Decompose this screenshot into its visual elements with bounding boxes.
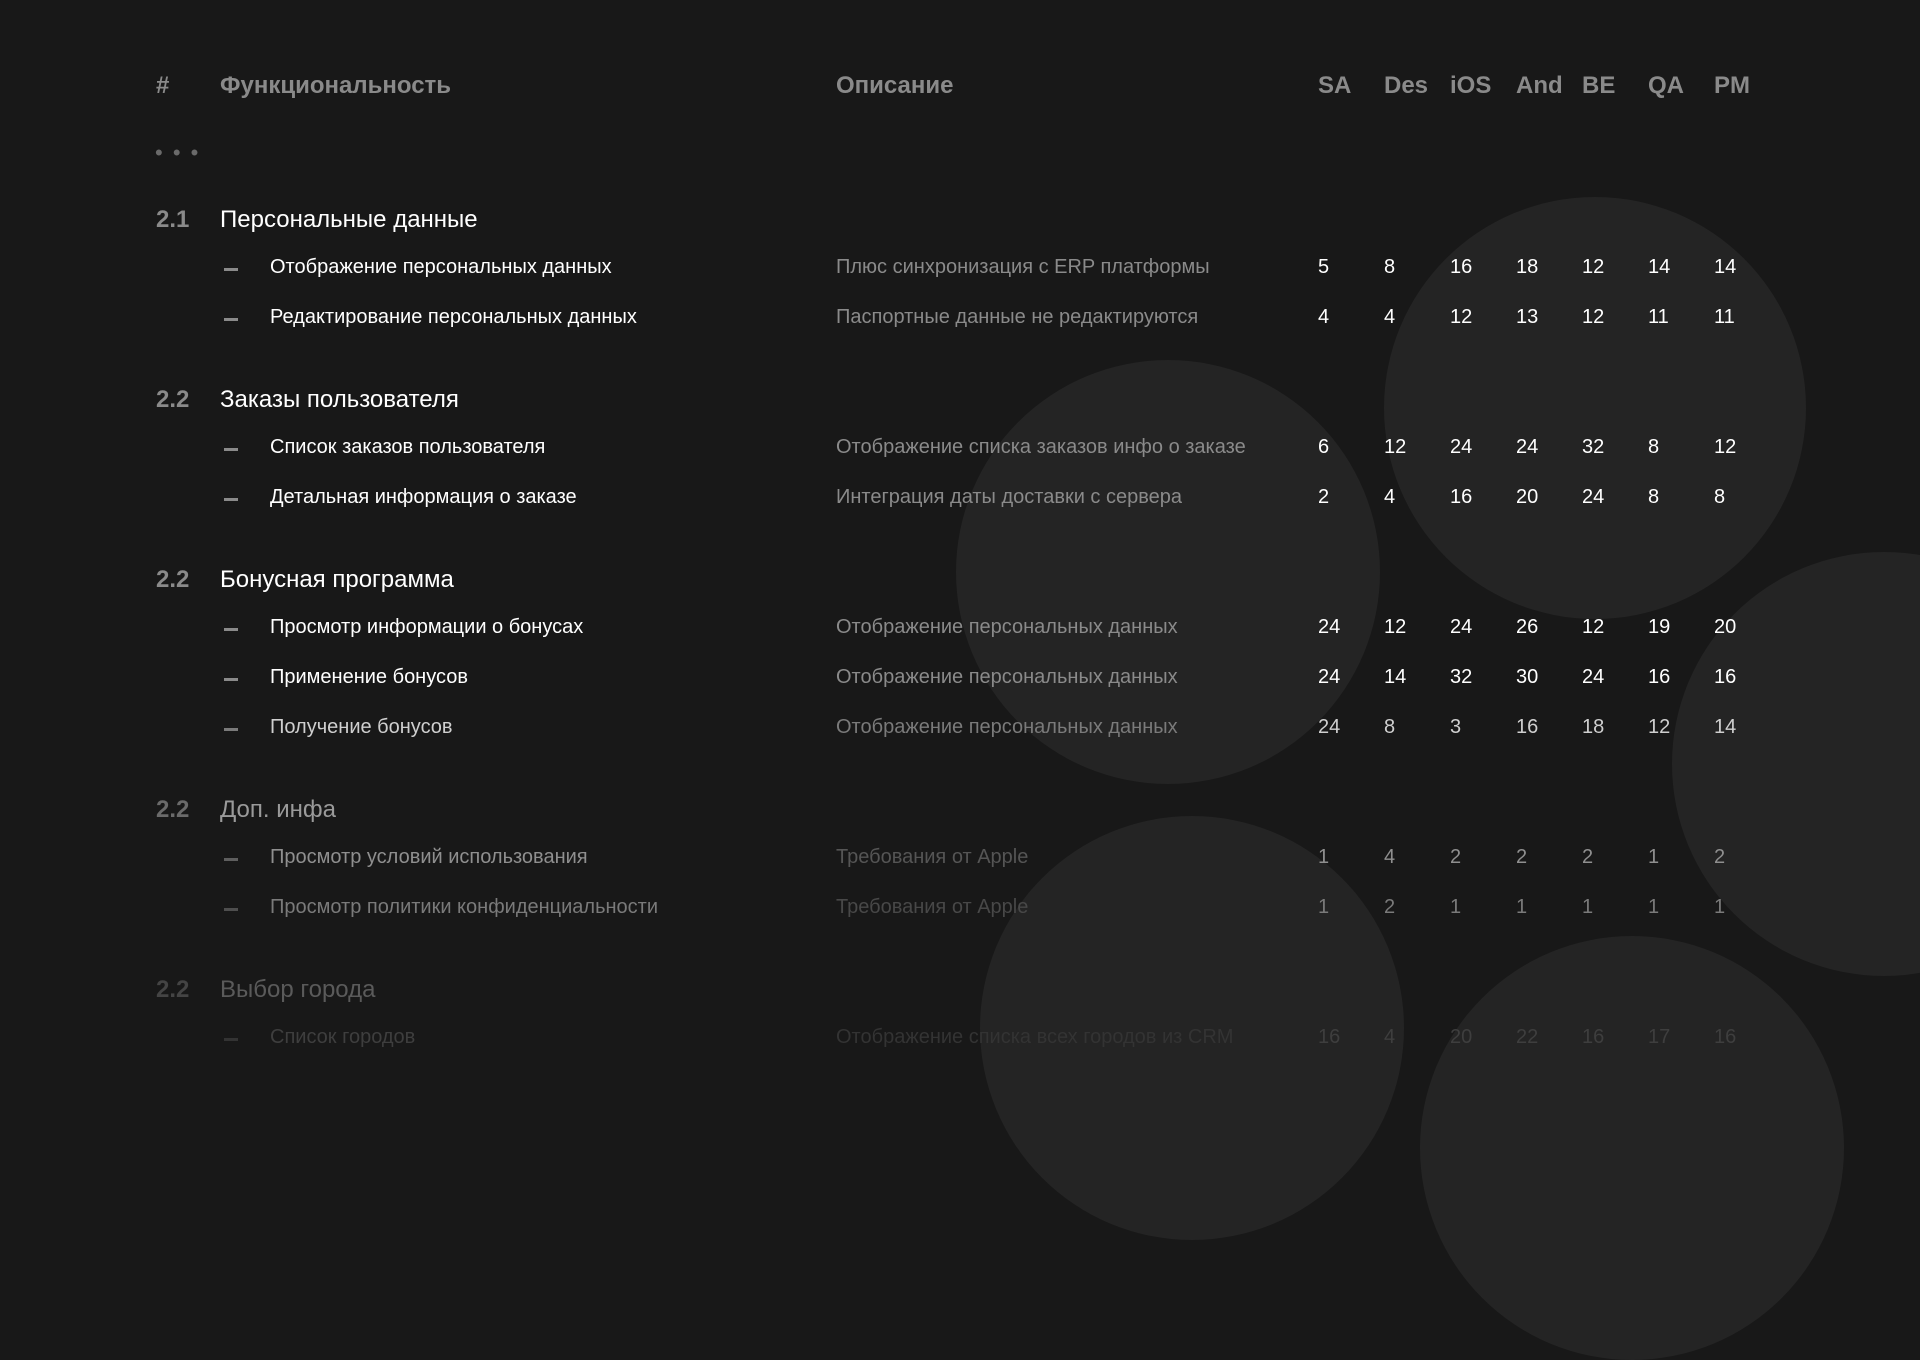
header-col-sa: SA xyxy=(1318,72,1352,99)
dash-icon xyxy=(224,448,238,451)
row-value-ios: 32 xyxy=(1450,666,1473,688)
row-value-des: 2 xyxy=(1384,896,1396,918)
row-value-pm: 2 xyxy=(1714,846,1726,868)
row-value-des: 4 xyxy=(1384,306,1396,328)
row-value-be: 12 xyxy=(1582,256,1605,278)
dash-icon xyxy=(224,628,238,631)
row-value-qa: 8 xyxy=(1648,486,1660,508)
row-description: Отображение списка всех городов из CRM xyxy=(836,1026,1234,1048)
row-functionality: Получение бонусов xyxy=(270,716,453,738)
table-row xyxy=(0,486,1800,516)
row-value-qa: 1 xyxy=(1648,846,1660,868)
row-value-sa: 2 xyxy=(1318,486,1330,508)
header-col-and: And xyxy=(1516,72,1563,99)
row-value-and: 22 xyxy=(1516,1026,1539,1048)
row-functionality: Просмотр условий использования xyxy=(270,846,588,868)
row-value-des: 8 xyxy=(1384,256,1396,278)
row-value-and: 13 xyxy=(1516,306,1539,328)
row-description: Отображение персональных данных xyxy=(836,716,1178,738)
row-value-qa: 17 xyxy=(1648,1026,1671,1048)
row-value-des: 12 xyxy=(1384,616,1407,638)
section-title: Персональные данные xyxy=(220,206,478,233)
header-col-ios: iOS xyxy=(1450,72,1492,99)
table-row xyxy=(0,306,1800,336)
row-value-ios: 3 xyxy=(1450,716,1462,738)
row-value-des: 4 xyxy=(1384,846,1396,868)
row-value-qa: 16 xyxy=(1648,666,1671,688)
row-value-be: 32 xyxy=(1582,436,1605,458)
row-value-pm: 14 xyxy=(1714,716,1737,738)
row-functionality: Детальная информация о заказе xyxy=(270,486,577,508)
row-value-be: 16 xyxy=(1582,1026,1605,1048)
section-title: Заказы пользователя xyxy=(220,386,459,413)
header-col-des: Des xyxy=(1384,72,1429,99)
row-value-ios: 20 xyxy=(1450,1026,1473,1048)
section-city-select xyxy=(0,976,1800,1010)
row-value-sa: 24 xyxy=(1318,616,1341,638)
row-value-des: 4 xyxy=(1384,1026,1396,1048)
row-value-ios: 24 xyxy=(1450,616,1473,638)
section-number: 2.2 xyxy=(156,796,190,823)
row-functionality: Применение бонусов xyxy=(270,666,468,688)
row-value-pm: 16 xyxy=(1714,666,1737,688)
section-number: 2.2 xyxy=(156,976,190,1003)
header-col-pm: PM xyxy=(1714,72,1750,99)
row-value-sa: 4 xyxy=(1318,306,1330,328)
row-description: Отображение персональных данных xyxy=(836,616,1178,638)
row-value-ios: 12 xyxy=(1450,306,1473,328)
table-row xyxy=(0,666,1800,696)
header-description: Описание xyxy=(836,72,954,99)
table-row xyxy=(0,716,1800,746)
dash-icon xyxy=(224,1038,238,1041)
row-value-and: 2 xyxy=(1516,846,1528,868)
row-value-ios: 1 xyxy=(1450,896,1462,918)
section-title: Бонусная программа xyxy=(220,566,454,593)
row-value-des: 4 xyxy=(1384,486,1396,508)
row-value-pm: 16 xyxy=(1714,1026,1737,1048)
row-value-pm: 11 xyxy=(1714,306,1735,328)
section-bonus-program xyxy=(0,566,1800,600)
row-value-qa: 12 xyxy=(1648,716,1671,738)
header-col-qa: QA xyxy=(1648,72,1684,99)
row-value-des: 8 xyxy=(1384,716,1396,738)
header-number: # xyxy=(156,72,170,99)
row-value-qa: 11 xyxy=(1648,306,1669,328)
row-description: Требования от Apple xyxy=(836,896,1029,918)
row-value-and: 26 xyxy=(1516,616,1539,638)
row-value-des: 12 xyxy=(1384,436,1407,458)
dash-icon xyxy=(224,908,238,911)
row-description: Интеграция даты доставки с сервера xyxy=(836,486,1183,508)
ellipsis-indicator: • • • xyxy=(155,140,201,165)
row-value-qa: 1 xyxy=(1648,896,1660,918)
section-user-orders xyxy=(0,386,1800,420)
row-description: Паспортные данные не редактируются xyxy=(836,306,1199,328)
table-header xyxy=(0,0,1920,120)
row-value-des: 14 xyxy=(1384,666,1407,688)
row-description: Отображение списка заказов инфо о заказе xyxy=(836,436,1246,458)
row-functionality: Редактирование персональных данных xyxy=(270,306,637,328)
row-description: Плюс синхронизация с ERP платформы xyxy=(836,256,1210,278)
row-functionality: Просмотр информации о бонусах xyxy=(270,616,584,638)
row-value-be: 1 xyxy=(1582,896,1594,918)
row-value-and: 24 xyxy=(1516,436,1539,458)
row-value-sa: 1 xyxy=(1318,896,1330,918)
row-value-sa: 6 xyxy=(1318,436,1330,458)
row-value-be: 2 xyxy=(1582,846,1594,868)
table-row xyxy=(0,896,1800,926)
dash-icon xyxy=(224,678,238,681)
row-value-sa: 1 xyxy=(1318,846,1330,868)
row-value-ios: 24 xyxy=(1450,436,1473,458)
table-row xyxy=(0,256,1800,286)
row-value-pm: 12 xyxy=(1714,436,1737,458)
header-functionality: Функциональность xyxy=(220,72,452,99)
header-col-be: BE xyxy=(1582,72,1616,99)
row-value-ios: 2 xyxy=(1450,846,1462,868)
row-value-be: 12 xyxy=(1582,616,1605,638)
row-value-be: 18 xyxy=(1582,716,1605,738)
row-value-sa: 24 xyxy=(1318,666,1341,688)
row-description: Требования от Apple xyxy=(836,846,1029,868)
row-value-and: 18 xyxy=(1516,256,1539,278)
row-value-and: 1 xyxy=(1516,896,1528,918)
table-row xyxy=(0,1026,1800,1056)
row-value-and: 30 xyxy=(1516,666,1539,688)
section-extra-info xyxy=(0,796,1800,830)
dash-icon xyxy=(224,268,238,271)
row-functionality: Просмотр политики конфиденциальности xyxy=(270,896,659,918)
row-value-pm: 20 xyxy=(1714,616,1737,638)
row-value-be: 12 xyxy=(1582,306,1605,328)
section-number: 2.1 xyxy=(156,206,190,233)
section-number: 2.2 xyxy=(156,386,190,413)
row-value-qa: 14 xyxy=(1648,256,1671,278)
row-value-pm: 14 xyxy=(1714,256,1737,278)
dash-icon xyxy=(224,318,238,321)
dash-icon xyxy=(224,728,238,731)
row-value-sa: 5 xyxy=(1318,256,1330,278)
row-value-and: 20 xyxy=(1516,486,1539,508)
section-number: 2.2 xyxy=(156,566,190,593)
row-value-pm: 8 xyxy=(1714,486,1726,508)
dash-icon xyxy=(224,858,238,861)
row-value-be: 24 xyxy=(1582,486,1605,508)
row-value-sa: 24 xyxy=(1318,716,1341,738)
row-value-qa: 8 xyxy=(1648,436,1660,458)
row-value-sa: 16 xyxy=(1318,1026,1341,1048)
row-functionality: Список заказов пользователя xyxy=(270,436,546,458)
row-value-ios: 16 xyxy=(1450,486,1473,508)
section-title: Выбор города xyxy=(220,976,376,1003)
dash-icon xyxy=(224,498,238,501)
row-value-ios: 16 xyxy=(1450,256,1473,278)
row-description: Отображение персональных данных xyxy=(836,666,1178,688)
table-row xyxy=(0,436,1800,466)
table-row xyxy=(0,616,1800,646)
row-value-and: 16 xyxy=(1516,716,1539,738)
table-row xyxy=(0,846,1800,876)
row-functionality: Отображение персональных данных xyxy=(270,256,612,278)
row-value-be: 24 xyxy=(1582,666,1605,688)
row-value-pm: 1 xyxy=(1714,896,1726,918)
row-functionality: Список городов xyxy=(270,1026,416,1048)
row-value-qa: 19 xyxy=(1648,616,1671,638)
section-title: Доп. инфа xyxy=(220,796,336,823)
section-personal-data xyxy=(0,206,1800,240)
